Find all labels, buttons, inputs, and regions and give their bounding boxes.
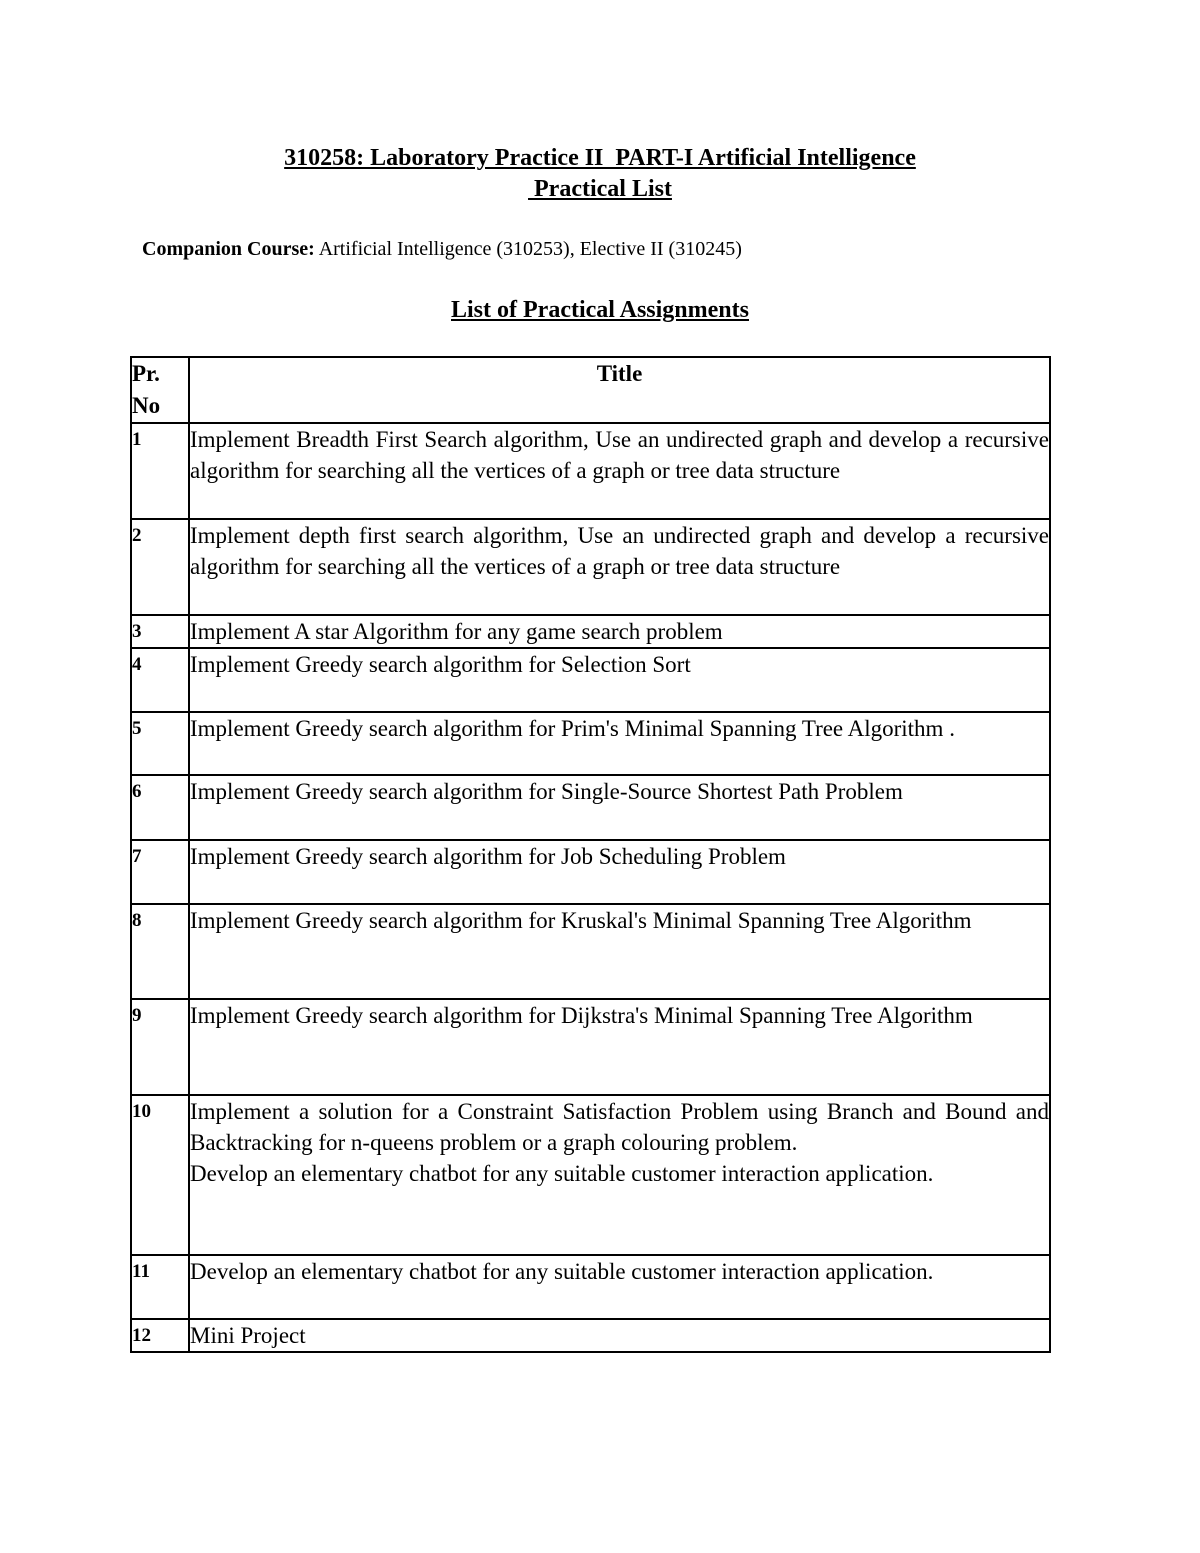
document-title: 310258: Laboratory Practice II PART-I Artificial Intelligence [284,145,916,171]
row-title [189,1095,1050,1255]
table-row [131,648,1050,712]
row-title [189,1255,1050,1319]
table-header-row [131,357,1050,423]
row-number: 4 [131,648,189,712]
row-title-text: Implement a solution for a Constraint Satisfaction Problem using Branch and Bound and Backtracking for n-queens problem or a graph colouring problem. [190,1099,1049,1155]
row-title [189,712,1050,775]
row-title [189,904,1050,999]
table-row [131,423,1050,519]
row-number: 6 [131,775,189,840]
companion-course-label: Companion Course: [142,238,315,260]
row-title [189,519,1050,615]
row-title-extra-text: Develop an elementary chatbot for any suitable customer interaction application. [190,1161,934,1186]
table-row [131,712,1050,775]
row-number: 7 [131,840,189,904]
table-row [131,775,1050,840]
row-number: 3 [131,615,189,648]
row-title-text: Implement Greedy search algorithm for Kruskal's Minimal Spanning Tree Algorithm [190,908,972,933]
row-title-text: Implement Breadth First Search algorithm, Use an undirected graph and develop a recursive algorithm for searching all the vertices of a graph or tree data structure [190,427,1049,483]
row-title-text: Develop an elementary chatbot for any suitable customer interaction application. [190,1259,934,1284]
header-pr-no: Pr. No [131,357,189,423]
row-title-text: Implement Greedy search algorithm for Selection Sort [190,652,691,677]
row-number: 1 [131,423,189,519]
row-title-text: Implement depth first search algorithm, Use an undirected graph and develop a recursive algorithm for searching all the vertices of a graph or tree data structure [190,523,1049,579]
row-title-text: Implement Greedy search algorithm for Dijkstra's Minimal Spanning Tree Algorithm [190,1003,973,1028]
table-row [131,519,1050,615]
row-title-text: Implement A star Algorithm for any game search problem [190,619,723,644]
row-number: 8 [131,904,189,999]
row-title [189,1319,1050,1352]
row-number: 2 [131,519,189,615]
table-row [131,904,1050,999]
table-row [131,999,1050,1095]
practical-assignments-table [130,356,1051,1353]
table-row [131,1255,1050,1319]
header-title: Title [189,357,1050,423]
row-title [189,648,1050,712]
table-row [131,840,1050,904]
list-heading: List of Practical Assignments [451,297,749,323]
companion-course-value: Artificial Intelligence (310253), Elective II (310245) [314,238,742,260]
row-title-text: Implement Greedy search algorithm for Single-Source Shortest Path Problem [190,779,903,804]
row-number: 5 [131,712,189,775]
row-title-text: Implement Greedy search algorithm for Job Scheduling Problem [190,844,786,869]
row-title-text: Implement Greedy search algorithm for Prim's Minimal Spanning Tree Algorithm . [190,716,955,741]
row-title [189,775,1050,840]
row-number: 10 [131,1095,189,1255]
row-number: 12 [131,1319,189,1352]
table-row [131,1319,1050,1352]
row-title [189,615,1050,648]
document-subtitle: Practical List [528,176,672,202]
row-title [189,840,1050,904]
row-number: 11 [131,1255,189,1319]
row-title [189,999,1050,1095]
table-row [131,615,1050,648]
row-title-text: Mini Project [190,1323,306,1348]
companion-course [142,236,742,262]
table-row [131,1095,1050,1255]
row-number: 9 [131,999,189,1095]
row-title [189,423,1050,519]
